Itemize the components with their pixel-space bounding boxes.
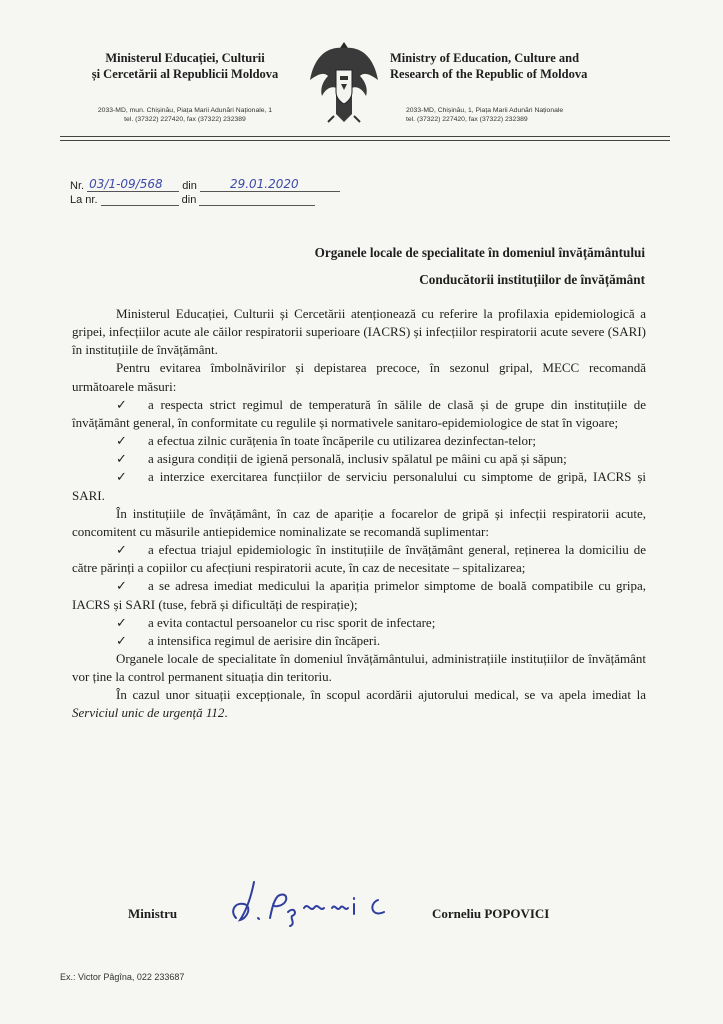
signatory-name: Corneliu POPOVICI <box>432 906 550 921</box>
address-ro <box>62 106 308 124</box>
handwritten-signature <box>228 878 408 928</box>
din-field <box>200 177 340 192</box>
address-en <box>390 106 640 124</box>
paragraph-control: Organele locale de specialitate în domeniul învățământului, administrațiile instituțiilor de învățământ vor ține la control permanent situația din teritoriu. <box>72 650 646 685</box>
emergency-service-name: Serviciul unic de urgență 112 <box>72 705 225 721</box>
paragraph-measures: Pentru evitarea îmbolnăvirilor și depistarea precoce, în sezonul gripal, MECC recomandă următoarele măsuri: <box>72 360 646 394</box>
list-item <box>72 577 646 613</box>
address-en-line1: 2033-MD, Chișinău, 1, Piața Marii Adunări Naționale <box>406 107 564 114</box>
checkmark-icon: ✓ <box>116 632 127 648</box>
list-item-text: a intensifica regimul de aerisire din încăperi. <box>148 632 381 648</box>
header-divider <box>60 136 670 137</box>
emergency-text-start: În cazul unor situații excepționale, în scopul acordării ajutorului medical, se va apela imediat la <box>116 687 646 703</box>
list-item <box>72 468 646 504</box>
address-en-line2: tel. (37322) 227420, fax (37322) 232389 <box>406 116 528 123</box>
list-item <box>72 632 646 650</box>
paragraph-outbreak: În instituțiile de învățământ, în caz de apariție a focarelor de gripă și infecții respiratorii acute, concomitent cu măsurile antiepidemice nominalizate se recomandă suplimentar: <box>72 505 646 539</box>
letter-body <box>72 305 646 723</box>
signatory-role: Ministru <box>128 906 178 921</box>
list-item-text: a se adresa imediat medicului la apariția primelor simptome de boală compatibile cu gripa, IACRS și SARI (tuse, febră și dificultăți de respirație); <box>72 578 646 612</box>
list-item-text: a efectua zilnic curățenia în toate încăperile cu utilizarea dezinfectan-telor; <box>148 433 536 449</box>
list-item <box>72 432 646 450</box>
nr-label: Nr. <box>70 180 85 192</box>
list-item-text: a asigura condiții de igienă personală, inclusiv spălatul pe mâini cu apă și săpun; <box>148 451 567 467</box>
emergency-text-end: . <box>224 705 228 721</box>
din2-field <box>199 193 315 206</box>
checkmark-icon: ✓ <box>116 614 127 630</box>
header-left <box>62 50 308 124</box>
list-item-text: a efectua triajul epidemiologic în instituțiile de învățământ general, reținerea la domiciliu de către părinți a copiilor cu afecțiuni respiratorii acute, în caz de necesitate – spitalizarea; <box>72 542 646 576</box>
addressee-line1: Organele locale de specialitate în domeniul învățământului <box>314 245 645 260</box>
registration-number-line <box>70 177 340 192</box>
address-ro-line1: 2033-MD, mun. Chișinău, Piața Marii Adunări Naționale, 1 <box>97 107 273 114</box>
din2-label: din <box>181 194 197 206</box>
checkmark-icon: ✓ <box>116 542 127 558</box>
date-handwritten: 29.01.2020 <box>229 177 299 191</box>
list-item <box>72 396 646 432</box>
checkmark-icon: ✓ <box>116 578 127 594</box>
list-item-text: a evita contactul persoanelor cu risc sporit de infectare; <box>148 614 436 630</box>
list-item-text: a interzice exercitarea funcțiilor de serviciu personalului cu simptome de gripă, IACRS și SARI. <box>72 469 646 503</box>
paragraph-intro: Ministerul Educației, Culturii și Cercetării atenționează cu referire la profilaxia epidemiologică a gripei, infecțiilor acute ale căilor respiratorii superioare (IACRS) și infecțiilor respiratorii acute severe (SARI) în instituțiile de învățământ. <box>72 306 646 358</box>
din-label: din <box>182 180 197 192</box>
coat-of-arms-emblem <box>306 36 382 126</box>
ministry-name-ro-line1: Ministerul Educației, Culturii <box>105 51 265 65</box>
nr-handwritten: 03/1-09/568 <box>89 177 163 191</box>
la-nr-field <box>101 193 179 206</box>
reply-to-line <box>70 193 315 206</box>
executor-contact: Ex.: Victor Pâgîna, 022 233687 <box>60 972 185 982</box>
list-item <box>72 541 646 577</box>
checkmark-icon: ✓ <box>116 469 127 485</box>
list-item <box>72 614 646 632</box>
header-right <box>390 50 640 124</box>
ministry-name-en-line2: Research of the Republic of Moldova <box>390 67 588 81</box>
nr-field <box>87 177 179 192</box>
checkmark-icon: ✓ <box>116 433 127 449</box>
header-divider-thin <box>60 140 670 141</box>
checkmark-icon: ✓ <box>116 396 127 412</box>
ministry-name-ro-line2: și Cercetării al Republicii Moldova <box>91 67 279 81</box>
addressee-line2: Conducătorii instituțiilor de învățământ <box>419 272 645 287</box>
ministry-name-en-line1: Ministry of Education, Culture and <box>390 51 580 65</box>
paragraph-emergency <box>72 686 646 722</box>
la-nr-label: La nr. <box>70 194 98 206</box>
list-item-text: a respecta strict regimul de temperatură în sălile de clasă și de grupe din instituțiile de învățământ general, în conformitate cu regulile și normativele sanitaro-epidemiologice de stat în vigoare; <box>72 396 646 430</box>
address-ro-line2: tel. (37322) 227420, fax (37322) 232389 <box>124 116 246 123</box>
checkmark-icon: ✓ <box>116 451 127 467</box>
list-item <box>72 450 646 468</box>
